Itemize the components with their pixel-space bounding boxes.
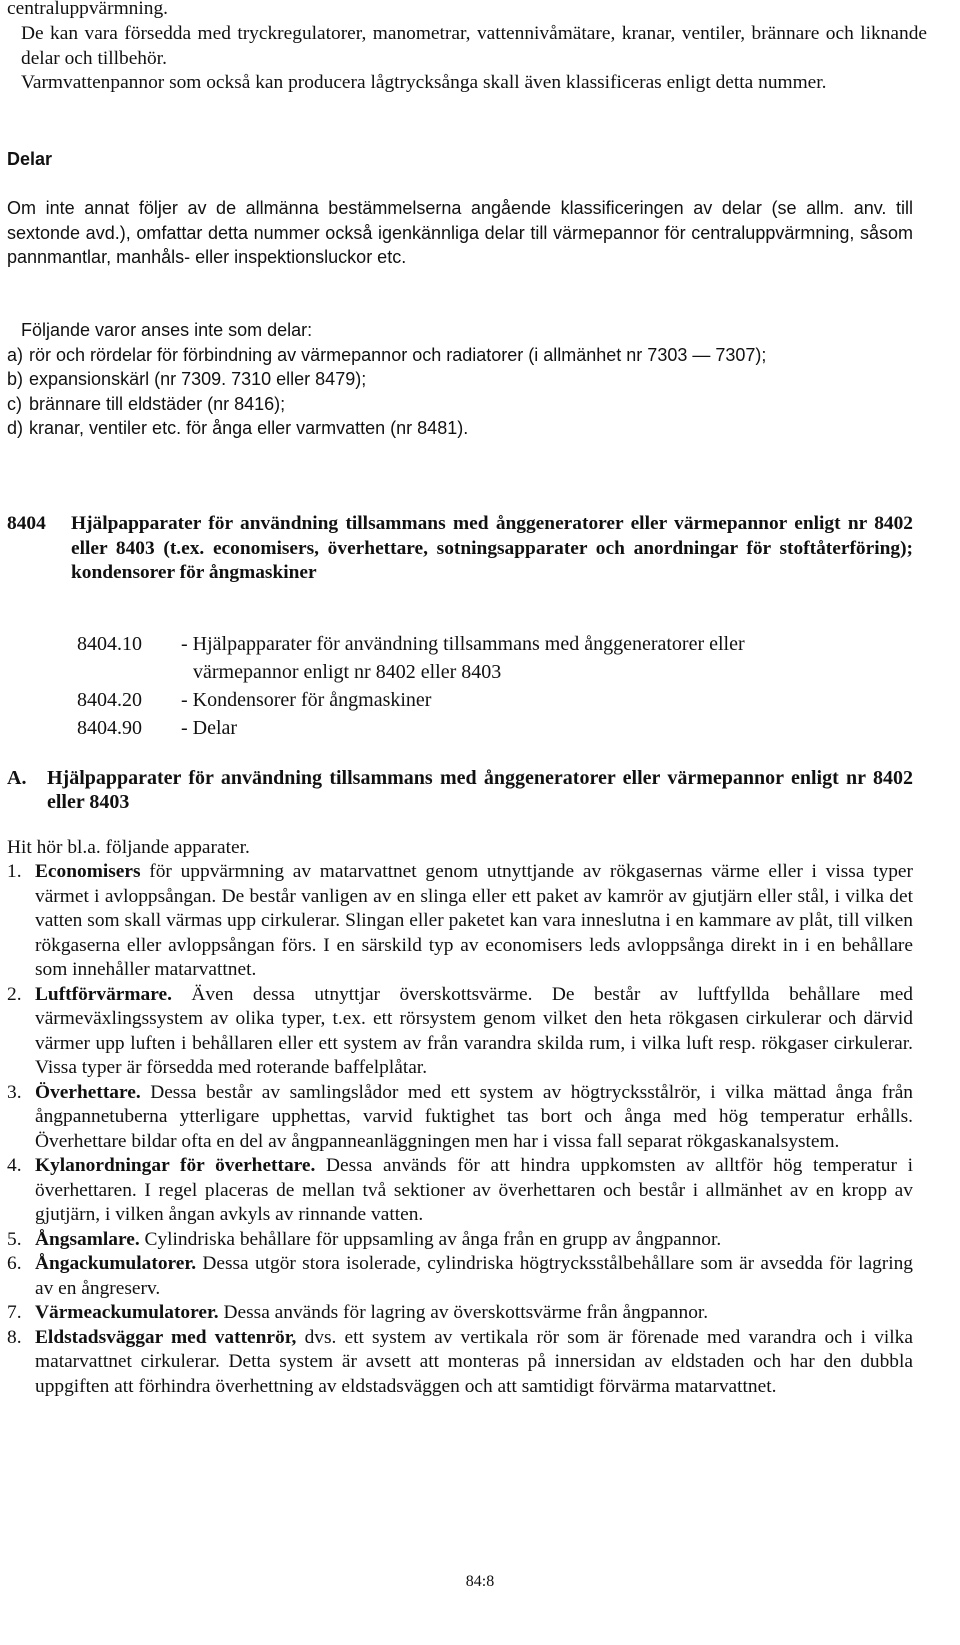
- list-item-text: Även dessa utnyttjar överskottsvärme. De består av luftfyllda behållare med värmeväxlingssystem av olika typer, t.ex. ett rörsystem genom vilket den heta rökgasen cirkulerar och därvid värmer upp luften i behållaren eller ett system av från varandra skilda rum, i vilka luft resp. rökgaser cirkulerar. Vissa typer är försedda med roterande baffelplåtar.: [35, 983, 913, 1078]
- exclusion-label: c): [7, 393, 22, 414]
- list-item-title: Överhettare.: [35, 1081, 141, 1103]
- delar-exclusions: [7, 318, 913, 441]
- exclusion-item: [7, 416, 913, 441]
- list-item: [7, 1154, 913, 1228]
- list-item-text: Cylindriska behållare för uppsamling av ånga från en grupp av ångpannor.: [139, 1228, 722, 1250]
- list-item: [7, 860, 913, 983]
- exclusion-text: brännare till eldstäder (nr 8416);: [29, 393, 286, 414]
- subheading-desc: - Delar: [181, 717, 238, 739]
- heading-8404: [7, 512, 913, 586]
- list-item-title: Eldstadsväggar med vattenrör,: [35, 1326, 297, 1348]
- apparatus-intro: Hit hör bl.a. följande apparater.: [7, 837, 250, 858]
- list-item-title: Värmeackumulatorer.: [35, 1302, 219, 1323]
- subheading-row: [7, 714, 913, 742]
- subheading-row: [7, 630, 913, 686]
- subheading-code: 8404.90: [77, 717, 142, 739]
- list-number: 5.: [7, 1228, 22, 1250]
- list-number: 8.: [7, 1326, 22, 1348]
- heading-number: 8404: [7, 513, 46, 534]
- subheading-desc: [181, 630, 913, 686]
- top-paragraph-2: Varmvattenpannor som också kan producera lågtrycksånga skall även klassificeras enligt detta nummer.: [21, 72, 827, 93]
- section-a-heading: [7, 766, 913, 814]
- list-item: [7, 1081, 913, 1155]
- heading-text: Hjälpapparater för användning tillsammans med ånggeneratorer eller värmepannor enligt nr 8402 eller 8403 (t.ex. economisers, överhettare, sotningsapparater och anordningar för stoftåterföring); kondensorer för ångmaskiner: [71, 513, 913, 583]
- list-item-text: Dessa används för lagring av överskottsvärme från ångpannor.: [218, 1302, 709, 1323]
- exclusion-text: rör och rördelar för förbindning av värmepannor och radiatorer (i allmänhet nr 7303 — 7307);: [29, 344, 767, 365]
- list-item-text: dvs. ett system av vertikala rör som är förenade med varandra och i vilka matarvattnet cirkulerar. Detta system är avsett att monteras på innersidan av eldstaden och har den dubbla uppgiften att förhindra överhettning av eldstadsväggen och att samtidigt förvärma matarvattnet.: [35, 1326, 913, 1397]
- list-item: [7, 983, 913, 1081]
- subheading-desc-line-1: - Hjälpapparater för användning tillsammans med ånggeneratorer eller: [181, 633, 745, 655]
- subheading-desc-line-2: värmepannor enligt nr 8402 eller 8403: [193, 661, 502, 683]
- exclusion-item: [7, 392, 913, 417]
- section-a-label: A.: [7, 767, 27, 789]
- list-number: 2.: [7, 983, 22, 1005]
- exclusion-text: kranar, ventiler etc. för ånga eller varmvatten (nr 8481).: [29, 418, 469, 438]
- top-line-1: centraluppvärmning.: [7, 0, 168, 19]
- exclusion-text: expansionskärl (nr 7309. 7310 eller 8479);: [29, 369, 367, 389]
- subheading-desc: - Kondensorer för ångmaskiner: [181, 689, 432, 711]
- apparatus-list: [7, 860, 913, 1399]
- section-a-text: Hjälpapparater för användning tillsammans med ånggeneratorer eller värmepannor enligt nr 8402 eller 8403: [47, 767, 913, 813]
- list-item: [7, 1326, 913, 1400]
- subheading-code: 8404.20: [77, 689, 142, 711]
- list-number: 3.: [7, 1081, 22, 1103]
- list-number: 6.: [7, 1253, 22, 1274]
- page-number: 84:8: [465, 1573, 495, 1590]
- list-number: 7.: [7, 1302, 22, 1323]
- list-item: [7, 1228, 913, 1253]
- subheading-code: 8404.10: [77, 633, 142, 655]
- list-item-text: för uppvärmning av matarvattnet genom utnyttjande av rökgasernas värme eller i vissa typer värmet i avloppsångan. De består vanligen av en slinga eller ett paket av kamrör av gjutjärn eller stål, i vilka det vatten som skall värmas upp cirkulerar. Slingan eller paketet kan vara inneslutna i en kammare av plåt, till vilken rökgaserna eller avloppsångan förs. I en särskild typ av economisers leds avloppsånga direkt in i en behållare som innehåller matarvattnet.: [35, 861, 913, 980]
- delar-heading: Delar: [7, 149, 53, 169]
- list-item-title: Luftförvärmare.: [35, 983, 172, 1005]
- list-item-text: Dessa består av samlingslådor med ett system av högtrycksstålrör, i vilka mättad ånga från ångpannetuberna ytterligare upphettas, varvid fuktighet tas bort och ånga med hög temperatur erhålls. Överhettare bildar ofta en del av ångpanneanläggningen men har i vissa fall separat rökgaskanalsystem.: [35, 1081, 913, 1152]
- list-item-title: Economisers: [35, 861, 141, 882]
- delar-paragraph-part-1: Om inte annat följer av de allmänna bestämmelserna angående klassificeringen av delar (se allm. anv. till sextonde avd.: [7, 198, 913, 243]
- list-item: [7, 1252, 913, 1301]
- exclusion-item: [7, 343, 913, 368]
- list-item-text: Dessa utgör stora isolerade, cylindriska högtrycksstålbehållare som är avsedda för lagring av en ångreserv.: [35, 1253, 913, 1299]
- exclusion-label: a): [7, 344, 24, 365]
- exclusion-label: b): [7, 369, 24, 389]
- list-number: 1.: [7, 861, 22, 882]
- list-item-text: Dessa används för att hindra uppkomsten av alltför hög temperatur i överhettaren. I regel placeras de mellan två sektioner av överhettaren och består i allmänhet av en kropp av gjutjärn, i vilken ångan avkyls av rinnande vatten.: [35, 1155, 913, 1225]
- delar-paragraph: [7, 196, 913, 270]
- subheadings-table: [7, 630, 913, 742]
- exclusion-item: [7, 367, 913, 392]
- list-number: 4.: [7, 1155, 22, 1176]
- list-item-title: Ångsamlare.: [35, 1228, 140, 1250]
- list-item-title: Kylanordningar för överhettare.: [35, 1155, 316, 1176]
- list-item-title: Ångackumulatorer.: [35, 1253, 197, 1274]
- list-item: [7, 1301, 913, 1326]
- top-paragraph-1: De kan vara försedda med tryckregulatorer, manometrar, vattennivåmätare, kranar, ventiler, brännare och liknande delar och tillbehör.: [21, 23, 927, 69]
- subheading-row: [7, 686, 913, 714]
- delar-paragraph-part-2: ), omfattar detta nummer också igenkännliga delar till värmepannor för centraluppvärmning, såsom pannmantlar, manhåls- eller inspektionsluckor etc.: [7, 222, 914, 267]
- exclusions-intro: Följande varor anses inte som delar:: [21, 320, 313, 340]
- exclusion-label: d): [7, 418, 24, 438]
